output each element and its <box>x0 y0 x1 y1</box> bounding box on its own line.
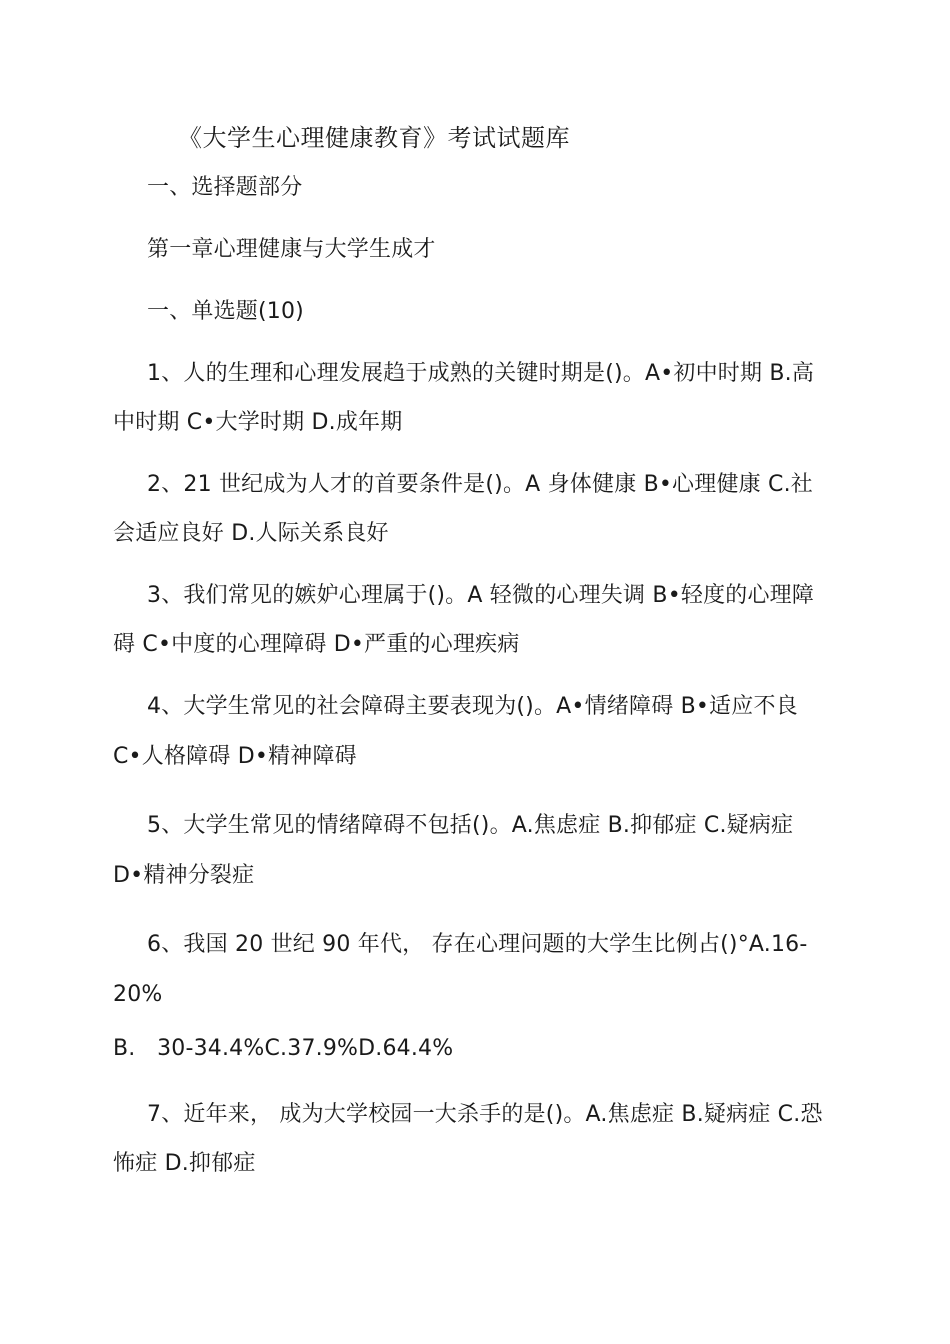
question-line: 4、大学生常见的社会障碍主要表现为()。A•情绪障碍 B•适应不良 <box>147 694 798 719</box>
question-line: 1、人的生理和心理发展趋于成熟的关键时期是()。A•初中时期 B.高 <box>147 361 815 386</box>
question-line: 6、我国 20 世纪 90 年代， 存在心理问题的大学生比例占()°A.16- <box>147 932 808 957</box>
question-line: 5、大学生常见的情绪障碍不包括()。A.焦虑症 B.抑郁症 C.疑病症 <box>147 813 794 838</box>
question-line: 2、21 世纪成为人才的首要条件是()。A 身体健康 B•心理健康 C.社 <box>147 472 814 497</box>
question-line: 中时期 C•大学时期 D.成年期 <box>113 410 403 435</box>
chapter-heading: 第一章心理健康与大学生成才 <box>147 237 436 262</box>
question-line: 20% <box>113 982 163 1007</box>
question-line: D•精神分裂症 <box>113 863 255 888</box>
question-line: B. 30-34.4%C.37.9%D.64.4% <box>113 1036 454 1061</box>
question-line: C•人格障碍 D•精神障碍 <box>113 744 357 769</box>
question-line: 3、我们常见的嫉妒心理属于()。A 轻微的心理失调 B•轻度的心理障 <box>147 583 815 608</box>
section-heading: 一、选择题部分 <box>147 175 303 200</box>
document-title: 《大学生心理健康教育》考试试题库 <box>178 124 570 152</box>
subsection-heading: 一、单选题(10) <box>147 299 304 324</box>
question-line: 会适应良好 D.人际关系良好 <box>113 521 389 546</box>
question-line: 7、近年来， 成为大学校园一大杀手的是()。A.焦虑症 B.疑病症 C.恐 <box>147 1102 823 1127</box>
question-line: 怖症 D.抑郁症 <box>113 1151 256 1176</box>
question-line: 碍 C•中度的心理障碍 D•严重的心理疾病 <box>113 632 520 657</box>
